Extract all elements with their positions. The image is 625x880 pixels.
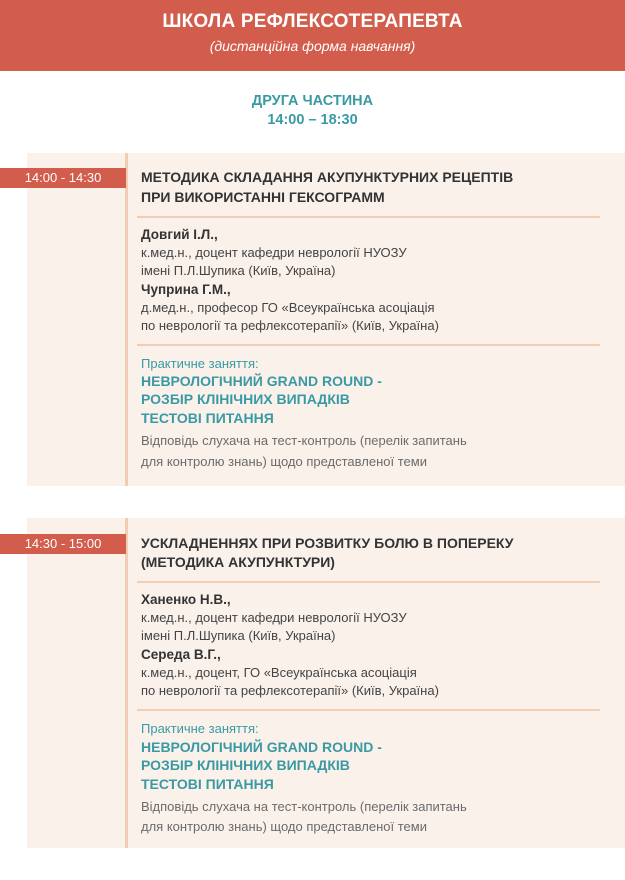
practical-label: Практичне заняття:: [141, 721, 259, 736]
page-subtitle: (дистанційна форма навчання): [209, 38, 416, 54]
speaker-description: д.мед.н., професор ГО «Всеукраїнська асоціація: [141, 300, 435, 315]
session-title-line: ПРИ ВИКОРИСТАННІ ГЕКСОГРАММ: [141, 189, 385, 205]
speaker-description: по неврології та рефлексотерапії» (Київ, Україна): [141, 683, 439, 698]
session-divider-vertical: [125, 153, 128, 486]
session-title-line: (МЕТОДИКА АКУПУНКТУРИ): [141, 554, 335, 570]
session-divider: [137, 344, 600, 346]
practical-topic-line: РОЗБІР КЛІНІЧНИХ ВИПАДКІВ: [141, 757, 350, 773]
practical-topic-line: ТЕСТОВІ ПИТАННЯ: [141, 410, 274, 426]
session-time-badge: 14:00 - 14:30: [0, 168, 126, 188]
speaker-description: к.мед.н., доцент кафедри неврології НУОЗУ: [141, 245, 407, 260]
speaker-name: Чуприна Г.М.,: [141, 282, 231, 297]
session-divider-vertical: [125, 518, 128, 848]
speaker-description: к.мед.н., доцент кафедри неврології НУОЗУ: [141, 610, 407, 625]
practical-description: Відповідь слухача на тест-контроль (перелік запитань: [141, 433, 467, 448]
speaker-description: імені П.Л.Шупика (Київ, Україна): [141, 263, 336, 278]
practical-label: Практичне заняття:: [141, 356, 259, 371]
practical-topic-line: ТЕСТОВІ ПИТАННЯ: [141, 776, 274, 792]
header-banner: [0, 0, 625, 71]
practical-topic-line: НЕВРОЛОГІЧНИЙ GRAND ROUND -: [141, 739, 382, 755]
part-time: 14:00 – 18:30: [267, 112, 358, 128]
practical-description: Відповідь слухача на тест-контроль (перелік запитань: [141, 799, 467, 814]
session-divider: [137, 581, 600, 583]
session-time-badge: 14:30 - 15:00: [0, 534, 126, 554]
practical-description: для контролю знань) щодо представленої теми: [141, 454, 427, 469]
practical-description: для контролю знань) щодо представленої теми: [141, 819, 427, 834]
session-title-line: МЕТОДИКА СКЛАДАННЯ АКУПУНКТУРНИХ РЕЦЕПТІВ: [141, 169, 514, 185]
speaker-name: Ханенко Н.В.,: [141, 592, 231, 607]
speaker-description: по неврології та рефлексотерапії» (Київ, Україна): [141, 318, 439, 333]
speaker-description: імені П.Л.Шупика (Київ, Україна): [141, 628, 336, 643]
speaker-description: к.мед.н., доцент, ГО «Всеукраїнська асоціація: [141, 665, 417, 680]
speaker-name: Середа В.Г.,: [141, 647, 221, 662]
speaker-name: Довгий І.Л.,: [141, 227, 218, 242]
practical-topic-line: РОЗБІР КЛІНІЧНИХ ВИПАДКІВ: [141, 391, 350, 407]
part-title: ДРУГА ЧАСТИНА: [251, 93, 374, 109]
practical-topic-line: НЕВРОЛОГІЧНИЙ GRAND ROUND -: [141, 373, 382, 389]
session-title-line: УСКЛАДНЕННЯХ ПРИ РОЗВИТКУ БОЛЮ В ПОПЕРЕКУ: [141, 535, 514, 551]
page-title: ШКОЛА РЕФЛЕКСОТЕРАПЕВТА: [162, 11, 463, 32]
session-divider: [137, 709, 600, 711]
session-divider: [137, 216, 600, 218]
